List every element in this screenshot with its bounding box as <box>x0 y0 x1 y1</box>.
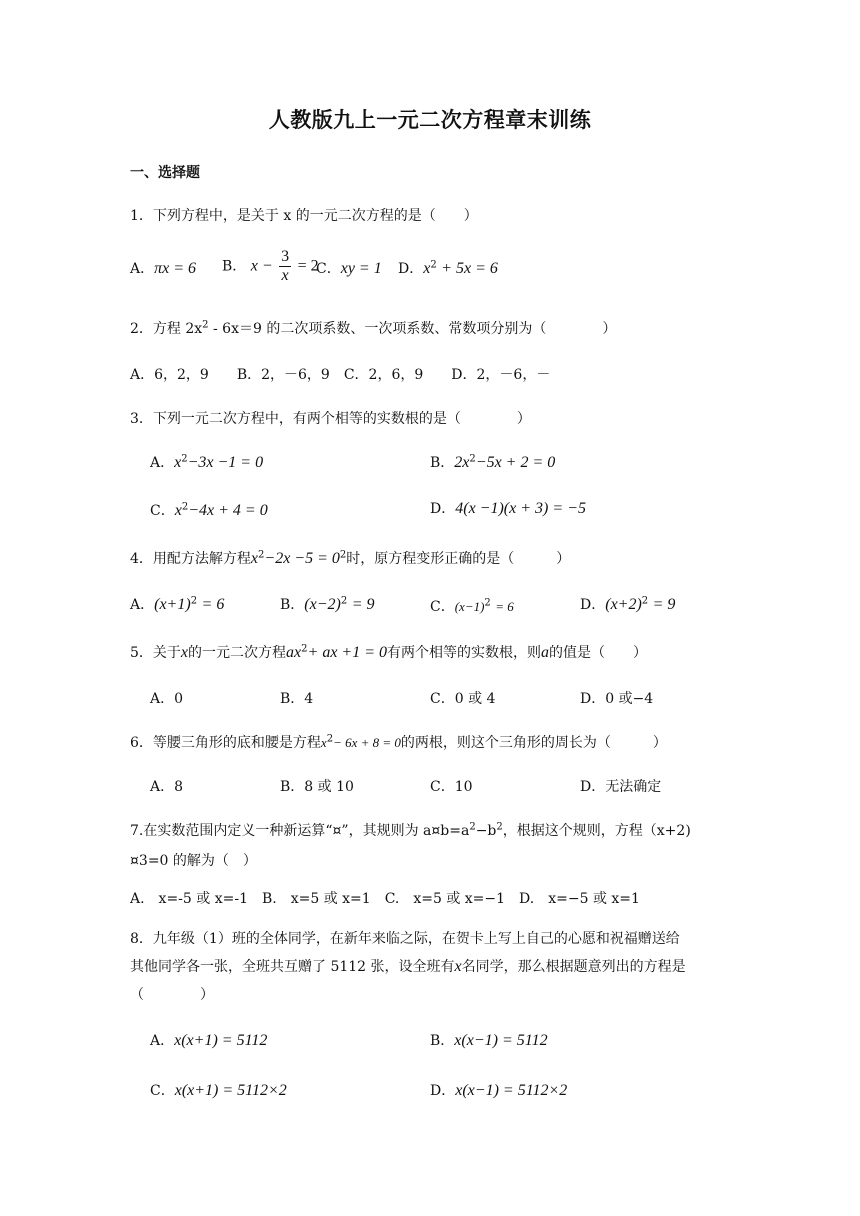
q6-option-a: A．8 <box>150 779 184 795</box>
q4-option-a: A．$(x+1)^2 = 6$ <box>130 595 225 613</box>
q1-option-c: C．xy = 1 <box>316 260 382 277</box>
q8-option-d: D．x(x−1) = 5112×2 <box>430 1082 568 1099</box>
question-7-stem-line1: 7.在实数范围内定义一种新运算“¤”，其规则为 $a¤b=a^2-b^2$，根据这个规则，方程（x+2) <box>130 821 691 839</box>
question-8-stem-line3: （ ） <box>130 987 214 1003</box>
q6-option-d: D．无法确定 <box>580 779 662 795</box>
q1-option-a: A．πx = 6 <box>130 260 197 277</box>
q3-option-d: D．4(x −1)(x + 3) = −5 <box>430 500 586 517</box>
q5-option-a: A．0 <box>150 691 184 707</box>
question-2-stem: 2．方程 $2x^2 - 6x=9$ 的二次项系数、一次项系数、常数项分别为（ ） <box>130 319 617 337</box>
section-heading: 一、选择题 <box>130 165 200 181</box>
q4-option-c: C．$(x-1)^2 = 6$ <box>430 597 514 615</box>
q6-option-c: C．10 <box>430 779 473 795</box>
question-5-stem: 5．关于x的一元二次方程$ax^2+$ ax +1 = 0有两个相等的实数根，则a的值是（ ） <box>130 643 648 661</box>
q1-option-d: D．$x^2 + 5x = 6$ <box>398 259 498 277</box>
question-8-stem-line1: 8．九年级（1）班的全体同学，在新年来临之际，在贺卡上写上自己的心愿和祝福赠送给 <box>130 931 680 947</box>
q8-option-b: B．x(x−1) = 5112 <box>430 1032 548 1049</box>
q4-option-b: B．$(x-2)^2 = 9$ <box>280 595 375 613</box>
question-4-stem: 4．用配方法解方程$x^2-2x -5 = 0^2$时，原方程变形正确的是（ ） <box>130 549 571 567</box>
question-3-stem: 3．下列一元二次方程中，有两个相等的实数根的是（ ） <box>130 411 531 427</box>
question-7-stem-line2: ¤3=0 的解为（ ） <box>130 853 257 869</box>
q5-option-c: C．0 或 4 <box>430 691 496 707</box>
question-8-stem-line2: 其他同学各一张，全班共互赠了 5112 张，设全班有x名同学，那么根据题意列出的方程是 <box>130 958 686 975</box>
q4-option-d: D．$(x+2)^2 = 9$ <box>580 595 676 613</box>
page-title: 人教版九上一元二次方程章末训练 <box>268 108 592 132</box>
q8-option-a: A．x(x+1) = 5112 <box>150 1032 268 1049</box>
q7-options: A. x=-5 或 x=-1 B. x=5 或 x=1 C. x=5 或 x=−1 D. x=−5 或 x=1 <box>130 891 640 907</box>
q8-option-c: C．x(x+1) = 5112×2 <box>150 1082 287 1099</box>
fraction: $\frac{3}{x}$ <box>281 248 290 284</box>
q3-option-b: B．$2x^2-5x + 2 = 0$ <box>430 453 556 471</box>
q2-options: A．6，2，9 B．2，－6，9 C．2，6，9 D．2，－6，－ <box>130 367 551 383</box>
q5-option-d: D．0 或−4 <box>580 691 654 707</box>
q3-option-a: A．$x^2-3x -1 = 0$ <box>150 453 264 471</box>
question-6-stem: 6．等腰三角形的底和腰是方程$x^2- 6x + 8 = 0$的两根，则这个三角形的周长为（ ） <box>130 733 667 751</box>
q5-option-b: B．4 <box>280 691 314 707</box>
q1-option-b: B． x − $\frac{3}{x}$ = 2 <box>222 248 319 284</box>
q6-option-b: B．8 或 10 <box>280 779 354 795</box>
question-1-stem: 1．下列方程中，是关于 x 的一元二次方程的是（ ） <box>130 208 478 224</box>
q3-option-c: C．$x^2-4x + 4 = 0$ <box>150 501 268 519</box>
